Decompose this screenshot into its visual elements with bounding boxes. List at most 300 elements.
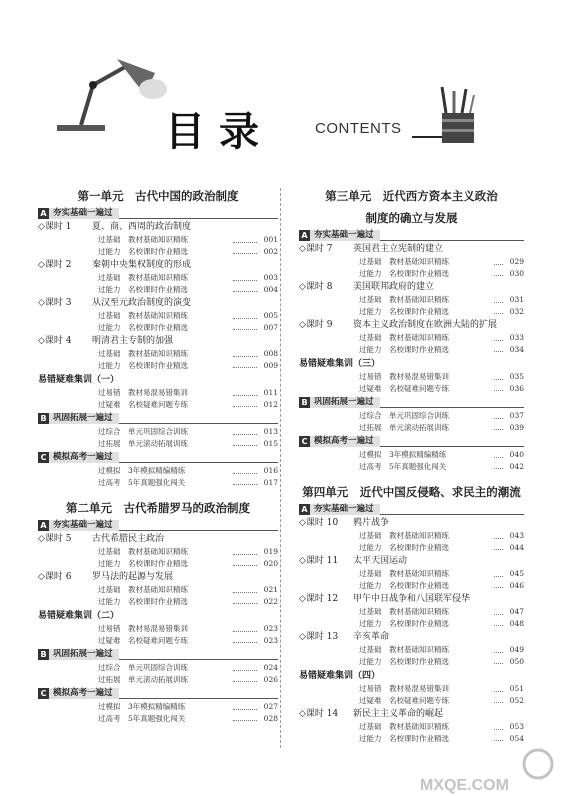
page-number: 015 — [263, 438, 278, 448]
section-rule — [380, 240, 524, 241]
toc-sub-entry[interactable] — [98, 360, 278, 372]
sub-category: 过能力 — [359, 268, 382, 278]
section-rule — [380, 514, 524, 515]
page-number: 032 — [509, 306, 524, 316]
sub-category: 过基础 — [359, 531, 382, 540]
lesson-title: 太平天国运动 — [353, 556, 408, 566]
section-badge: C — [299, 436, 310, 447]
dot-leader — [494, 733, 503, 742]
lesson-entry[interactable] — [299, 243, 524, 255]
page-number: 034 — [509, 344, 524, 354]
section-label: 巩固拓展一遍过 — [49, 413, 119, 424]
section-header — [299, 397, 524, 408]
review-title[interactable]: 易错疑难集训（二） — [38, 611, 120, 621]
sub-description: 名校疑难问题专练 — [389, 383, 449, 393]
page-number: 039 — [509, 422, 524, 432]
dot-leader — [233, 623, 257, 632]
dot-leader — [494, 721, 503, 730]
unit-spacer — [38, 488, 278, 498]
page-number: 030 — [509, 268, 524, 278]
page-number: 046 — [509, 580, 524, 590]
section-label: 夯实基础一遍过 — [310, 504, 380, 515]
lesson-entry[interactable] — [299, 593, 524, 605]
section-badge: A — [38, 208, 49, 219]
sub-category: 过拓展 — [359, 422, 382, 432]
lesson-title: 新民主主义革命的崛起 — [353, 709, 444, 719]
toc-sub-entry[interactable] — [98, 272, 278, 284]
toc-sub-entry[interactable] — [98, 477, 278, 489]
page-number: 052 — [509, 695, 524, 705]
section-badge: A — [38, 520, 49, 531]
review-title[interactable]: 易错疑难集训（三） — [299, 359, 381, 369]
page-number: 026 — [263, 674, 278, 684]
lesson-entry[interactable] — [38, 335, 278, 347]
sub-description: 教材基础知识精练 — [128, 547, 188, 556]
lesson-entry[interactable] — [299, 708, 524, 720]
section-header — [38, 649, 278, 660]
dot-leader — [233, 662, 257, 671]
section-rule — [119, 659, 278, 660]
dot-leader — [233, 399, 257, 408]
section-header — [299, 504, 524, 515]
lesson-title: 秦朝中央集权制度的形成 — [92, 260, 192, 270]
unit-title — [38, 500, 278, 516]
sub-category: 过易错 — [359, 684, 382, 693]
section-badge: B — [299, 397, 310, 408]
toc-sub-entry[interactable] — [359, 618, 524, 630]
sub-category: 过能力 — [98, 246, 121, 256]
toc-sub-entry[interactable] — [98, 623, 278, 635]
page-number: 029 — [509, 257, 524, 266]
dot-leader — [233, 348, 257, 357]
sub-description: 名校课时作业精选 — [389, 733, 449, 743]
dot-leader — [233, 701, 257, 710]
toc-sub-entry[interactable] — [359, 332, 524, 344]
sub-description: 名校课时作业精选 — [128, 360, 188, 370]
review-title[interactable]: 易错疑难集训（四） — [299, 671, 381, 681]
lesson-entry[interactable] — [38, 533, 278, 545]
page-number: 045 — [509, 569, 524, 578]
toc-sub-entry[interactable] — [359, 606, 524, 618]
lesson-title: 罗马法的起源与发展 — [92, 572, 174, 582]
sub-category: 过拓展 — [98, 438, 121, 448]
toc-sub-entry[interactable] — [98, 322, 278, 334]
toc-sub-entry[interactable] — [359, 542, 524, 554]
lesson-title: 甲午中日战争和八国联军侵华 — [353, 594, 471, 604]
page-number: 022 — [263, 596, 278, 606]
section-header — [38, 688, 278, 699]
sub-description: 单元滚动拓展训练 — [389, 422, 449, 432]
sub-description: 教材基础知识精练 — [389, 722, 449, 731]
sub-description: 名校疑难问题专练 — [128, 635, 188, 645]
sub-description: 名校疑难问题专练 — [128, 399, 188, 409]
dot-leader — [494, 568, 503, 577]
toc-sub-entry[interactable] — [359, 268, 524, 280]
dot-leader — [233, 272, 257, 281]
watermark-text: MXQE.COM — [420, 777, 509, 794]
toc-sub-entry[interactable] — [98, 426, 278, 438]
unit-title — [299, 188, 524, 226]
section-rule — [119, 218, 278, 219]
dot-leader — [494, 449, 503, 458]
dot-leader — [494, 371, 503, 380]
toc-sub-entry[interactable] — [359, 733, 524, 745]
toc-sub-entry[interactable] — [359, 644, 524, 656]
sub-category: 过基础 — [359, 722, 382, 731]
sub-description: 单元巩固综合训练 — [128, 663, 188, 672]
page-number: 048 — [509, 618, 524, 628]
section-header — [38, 452, 278, 463]
sub-category: 过能力 — [359, 733, 382, 743]
section-label: 模拟高考一遍过 — [49, 452, 119, 463]
section-badge: C — [38, 452, 49, 463]
section-rule — [119, 423, 278, 424]
dot-leader — [233, 465, 257, 474]
section-label: 模拟高考一遍过 — [310, 436, 380, 447]
sub-category: 过综合 — [98, 427, 121, 436]
sub-category: 过基础 — [359, 645, 382, 654]
toc-sub-entry[interactable] — [359, 695, 524, 707]
sub-category: 过高考 — [98, 477, 121, 487]
dot-leader — [233, 674, 257, 683]
toc-sub-entry[interactable] — [98, 674, 278, 686]
sub-description: 教材基础知识精练 — [389, 257, 449, 266]
dot-leader — [494, 383, 503, 392]
unit-title-text: 第四单元 近代中国反侵略、求民主的潮流 — [302, 485, 521, 499]
sub-category: 过易错 — [98, 624, 121, 633]
page-number: 040 — [509, 450, 524, 459]
toc-sub-entry[interactable] — [98, 546, 278, 558]
page-number: 051 — [509, 684, 524, 693]
dot-leader — [233, 246, 257, 255]
sub-category: 过能力 — [359, 618, 382, 628]
dot-leader — [494, 410, 503, 419]
sub-category: 过综合 — [359, 411, 382, 420]
lesson-entry[interactable] — [299, 517, 524, 529]
dot-leader — [494, 683, 503, 692]
lesson-number: ◇课时 8 — [299, 282, 333, 292]
section-header — [38, 208, 278, 219]
page-number: 036 — [509, 383, 524, 393]
toc-sub-entry[interactable] — [98, 558, 278, 570]
sub-description: 名校课时作业精选 — [389, 656, 449, 666]
toc-sub-entry[interactable] — [98, 284, 278, 296]
sub-description: 名校课时作业精选 — [389, 344, 449, 354]
sub-description: 教材易混易错集训 — [389, 684, 449, 693]
toc-sub-entry[interactable] — [359, 568, 524, 580]
page-number: 031 — [509, 295, 524, 304]
lesson-number: ◇课时 6 — [38, 572, 72, 582]
dot-leader — [233, 546, 257, 555]
section-badge: B — [38, 413, 49, 424]
toc-sub-entry[interactable] — [359, 383, 524, 395]
sub-category: 过能力 — [359, 306, 382, 316]
section-label: 巩固拓展一遍过 — [49, 649, 119, 660]
dot-leader — [233, 584, 257, 593]
sub-description: 5年真题强化闯关 — [128, 713, 186, 723]
lesson-number: ◇课时 7 — [299, 244, 333, 254]
dot-leader — [233, 558, 257, 567]
toc-sub-entry[interactable] — [359, 580, 524, 592]
lesson-number: ◇课时 4 — [38, 336, 72, 346]
page-number: 023 — [263, 635, 278, 645]
sub-category: 过基础 — [98, 273, 121, 282]
sub-description: 3年模拟精编精练 — [128, 702, 186, 711]
toc-sub-entry[interactable] — [98, 635, 278, 647]
lesson-number: ◇课时 2 — [38, 260, 72, 270]
page-number: 007 — [263, 322, 278, 332]
toc-sub-entry[interactable] — [359, 256, 524, 268]
lesson-number: ◇课时 14 — [299, 709, 339, 719]
dot-leader — [233, 234, 257, 243]
sub-description: 教材易混易错集训 — [128, 388, 188, 397]
dot-leader — [233, 438, 257, 447]
toc-sub-entry[interactable] — [359, 371, 524, 383]
review-title[interactable]: 易错疑难集训（一） — [38, 375, 120, 385]
page-number: 003 — [263, 273, 278, 282]
lesson-title: 美国联邦政府的建立 — [353, 282, 435, 292]
page-number: 019 — [263, 547, 278, 556]
dot-leader — [233, 477, 257, 486]
page-number: 001 — [263, 235, 278, 244]
section-badge: C — [38, 688, 49, 699]
unit-title-text: 第二单元 古代希腊罗马的政治制度 — [66, 501, 250, 515]
toc-sub-entry[interactable] — [98, 310, 278, 322]
dot-leader — [494, 695, 503, 704]
page-number: 033 — [509, 333, 524, 342]
dot-leader — [233, 360, 257, 369]
toc-sub-entry[interactable] — [98, 465, 278, 477]
lesson-title: 明清君主专制的加强 — [92, 336, 174, 346]
page-number: 002 — [263, 246, 278, 256]
sub-category: 过易错 — [98, 388, 121, 397]
lesson-title: 辛亥革命 — [353, 632, 390, 642]
sub-category: 过疑难 — [359, 383, 382, 393]
lesson-entry[interactable] — [38, 571, 278, 583]
page-number: 042 — [509, 461, 524, 471]
page-number: 023 — [263, 624, 278, 633]
toc-sub-entry[interactable] — [98, 662, 278, 674]
dot-leader — [494, 644, 503, 653]
unit-title-text: 第三单元 近代西方资本主义政治 — [325, 189, 498, 203]
contents-label: CONTENTS — [315, 120, 402, 137]
sub-category: 过能力 — [359, 580, 382, 590]
page-number: 047 — [509, 607, 524, 616]
dot-leader — [494, 580, 503, 589]
sub-category: 过能力 — [98, 284, 121, 294]
toc-sub-entry[interactable] — [98, 713, 278, 725]
page-number: 005 — [263, 311, 278, 320]
dot-leader — [233, 426, 257, 435]
sub-category: 过高考 — [98, 713, 121, 723]
toc-sub-entry[interactable] — [359, 449, 524, 461]
sub-category: 过高考 — [359, 461, 382, 471]
sub-category: 过能力 — [359, 656, 382, 666]
dot-leader — [494, 542, 503, 551]
lesson-title: 夏、商、西周的政治制度 — [92, 222, 192, 232]
column-divider — [280, 188, 281, 748]
lesson-number: ◇课时 10 — [299, 518, 339, 528]
page-number: 035 — [509, 372, 524, 381]
section-rule — [119, 462, 278, 463]
sub-category: 过能力 — [359, 344, 382, 354]
toc-sub-entry[interactable] — [359, 410, 524, 422]
toc-sub-entry[interactable] — [98, 387, 278, 399]
unit-title — [299, 484, 524, 500]
toc-sub-entry[interactable] — [359, 656, 524, 668]
toc-left-column — [38, 186, 278, 724]
page-number: 054 — [509, 733, 524, 743]
sub-description: 名校课时作业精选 — [128, 596, 188, 606]
toc-sub-entry[interactable] — [98, 234, 278, 246]
sub-description: 教材基础知识精练 — [389, 569, 449, 578]
page-number: 049 — [509, 645, 524, 654]
sub-category: 过基础 — [359, 569, 382, 578]
sub-category: 过基础 — [98, 311, 121, 320]
sub-description: 5年真题强化闯关 — [389, 461, 447, 471]
toc-sub-entry[interactable] — [98, 399, 278, 411]
page-number: 008 — [263, 349, 278, 358]
section-badge: B — [38, 649, 49, 660]
sub-category: 过模拟 — [98, 702, 121, 711]
sub-description: 单元滚动拓展训练 — [128, 674, 188, 684]
page-number: 013 — [263, 427, 278, 436]
section-rule — [380, 446, 524, 447]
toc-sub-entry[interactable] — [98, 348, 278, 360]
page-number: 044 — [509, 542, 524, 552]
lesson-entry[interactable] — [299, 319, 524, 331]
page-number: 024 — [263, 663, 278, 672]
sub-description: 名校课时作业精选 — [389, 542, 449, 552]
page-number: 028 — [263, 713, 278, 723]
toc-sub-entry[interactable] — [359, 294, 524, 306]
dot-leader — [494, 256, 503, 265]
sub-description: 教材基础知识精练 — [128, 349, 188, 358]
page-header — [0, 0, 563, 155]
page-number: 017 — [263, 477, 278, 487]
unit-spacer — [299, 472, 524, 482]
section-label: 夯实基础一遍过 — [310, 230, 380, 241]
section-badge: A — [299, 230, 310, 241]
page-number: 021 — [263, 585, 278, 594]
sub-description: 单元巩固综合训练 — [389, 411, 449, 420]
sub-description: 教材基础知识精练 — [389, 645, 449, 654]
lesson-number: ◇课时 9 — [299, 320, 333, 330]
sub-category: 过综合 — [98, 663, 121, 672]
sub-category: 过模拟 — [359, 450, 382, 459]
dot-leader — [494, 268, 503, 277]
section-label: 模拟高考一遍过 — [49, 688, 119, 699]
toc-sub-entry[interactable] — [359, 422, 524, 434]
dot-leader — [233, 596, 257, 605]
sub-description: 教材基础知识精练 — [128, 585, 188, 594]
sub-description: 名校课时作业精选 — [389, 268, 449, 278]
toc-sub-entry[interactable] — [359, 461, 524, 473]
sub-description: 3年模拟精编精练 — [389, 450, 447, 459]
sub-description: 教材基础知识精练 — [128, 235, 188, 244]
sub-description: 名校疑难问题专练 — [389, 695, 449, 705]
lesson-entry[interactable] — [38, 297, 278, 309]
sub-category: 过疑难 — [98, 635, 121, 645]
toc-sub-entry[interactable] — [359, 683, 524, 695]
dot-leader — [494, 656, 503, 665]
sub-description: 名校课时作业精选 — [389, 618, 449, 628]
dot-leader — [494, 606, 503, 615]
toc-sub-entry[interactable] — [98, 701, 278, 713]
page-number: 011 — [263, 388, 278, 397]
sub-category: 过能力 — [359, 542, 382, 552]
page-number: 012 — [263, 399, 278, 409]
toc-right-column — [299, 186, 524, 744]
sub-category: 过基础 — [98, 547, 121, 556]
toc-sub-entry[interactable] — [98, 584, 278, 596]
dot-leader — [494, 294, 503, 303]
lesson-entry[interactable] — [299, 631, 524, 643]
sub-category: 过能力 — [98, 596, 121, 606]
lesson-entry[interactable] — [299, 555, 524, 567]
lesson-title: 从汉至元政治制度的演变 — [92, 298, 192, 308]
section-header — [38, 413, 278, 424]
sub-description: 单元滚动拓展训练 — [128, 438, 188, 448]
lesson-number: ◇课时 11 — [299, 556, 339, 566]
lesson-entry[interactable] — [299, 281, 524, 293]
watermark-logo — [418, 748, 558, 794]
section-badge: A — [299, 504, 310, 515]
lesson-number: ◇课时 12 — [299, 594, 339, 604]
dot-leader — [494, 530, 503, 539]
toc-sub-entry[interactable] — [359, 344, 524, 356]
sub-category: 过基础 — [359, 333, 382, 342]
sub-description: 名校课时作业精选 — [389, 580, 449, 590]
toc-sub-entry[interactable] — [98, 596, 278, 608]
lesson-number: ◇课时 1 — [38, 222, 72, 232]
section-header — [299, 230, 524, 241]
page-number: 050 — [509, 656, 524, 666]
dot-leader — [494, 344, 503, 353]
pen-holder-icon — [438, 85, 478, 145]
lesson-number: ◇课时 3 — [38, 298, 72, 308]
sub-category: 过疑难 — [359, 695, 382, 705]
sub-description: 教材基础知识精练 — [128, 273, 188, 282]
sub-description: 教材易混易错集训 — [128, 624, 188, 633]
dot-leader — [494, 461, 503, 470]
lesson-entry[interactable] — [38, 259, 278, 271]
lesson-title: 英国君主立宪制的建立 — [353, 244, 444, 254]
dot-leader — [233, 387, 257, 396]
sub-category: 过基础 — [359, 295, 382, 304]
page-number: 009 — [263, 360, 278, 370]
sub-category: 过基础 — [98, 235, 121, 244]
toc-sub-entry[interactable] — [98, 246, 278, 258]
sub-category: 过疑难 — [98, 399, 121, 409]
page-number: 016 — [263, 466, 278, 475]
sub-description: 教材易混易错集训 — [389, 372, 449, 381]
section-rule — [119, 698, 278, 699]
lesson-entry[interactable] — [38, 221, 278, 233]
toc-sub-entry[interactable] — [98, 438, 278, 450]
toc-sub-entry[interactable] — [359, 530, 524, 542]
sub-category: 过能力 — [98, 322, 121, 332]
dot-leader — [494, 422, 503, 431]
sub-description: 5年真题强化闯关 — [128, 477, 186, 487]
toc-sub-entry[interactable] — [359, 721, 524, 733]
section-header — [299, 436, 524, 447]
toc-sub-entry[interactable] — [359, 306, 524, 318]
section-label: 巩固拓展一遍过 — [310, 397, 380, 408]
section-header — [38, 520, 278, 531]
dot-leader — [233, 322, 257, 331]
section-label: 夯实基础一遍过 — [49, 208, 119, 219]
